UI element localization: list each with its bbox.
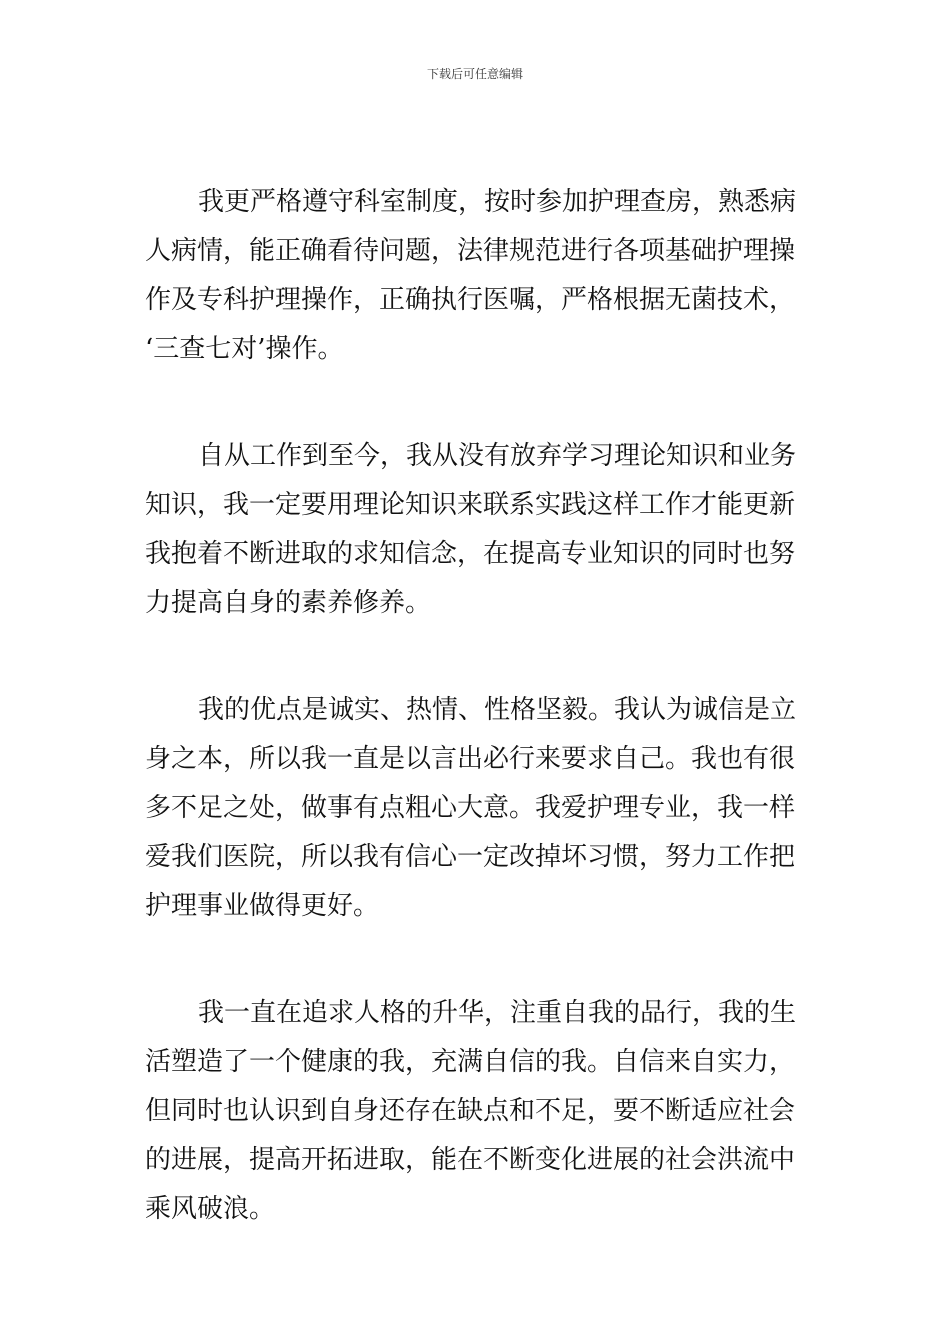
text-line: 人病情，能正确看待问题，法律规范进行各项基础护理操 [145, 236, 796, 266]
text-line: 乘风破浪。 [145, 1194, 276, 1224]
text-line: 我的优点是诚实、热情、性格坚毅。我认为诚信是立 [198, 695, 797, 725]
text-line: ‘三查七对’操作。 [145, 334, 344, 364]
text-line: 我抱着不断进取的求知信念，在提高专业知识的同时也努 [145, 539, 796, 569]
text-line: 力提高自身的素养修养。 [145, 588, 432, 618]
text-line: 作及专科护理操作，正确执行医嘱，严格根据无菌技术， [145, 285, 796, 315]
text-line: 身之本，所以我一直是以言出必行来要求自己。我也有很 [145, 744, 796, 774]
paragraph-4 [145, 989, 807, 1234]
text-line: 活塑造了一个健康的我，充满自信的我。自信来自实力， [145, 1047, 796, 1077]
text-line: 我一直在追求人格的升华，注重自我的品行，我的生 [198, 998, 797, 1028]
text-line: 的进展，提高开拓进取，能在不断变化进展的社会洪流中 [145, 1145, 796, 1175]
text-line: 自从工作到至今，我从没有放弃学习理论知识和业务 [198, 441, 797, 471]
paragraph-2 [145, 432, 807, 628]
paragraph-1 [145, 178, 807, 374]
text-line: 护理事业做得更好。 [145, 891, 380, 921]
document-body [145, 178, 807, 1292]
text-line: 知识，我一定要用理论知识来联系实践这样工作才能更新 [145, 490, 796, 520]
text-line: 但同时也认识到自身还存在缺点和不足，要不断适应社会 [145, 1096, 796, 1126]
text-line: 我更严格遵守科室制度，按时参加护理查房，熟悉病 [198, 187, 797, 217]
page-header: 下载后可任意编辑 [426, 67, 523, 81]
text-line: 多不足之处，做事有点粗心大意。我爱护理专业，我一样 [145, 793, 796, 823]
paragraph-3 [145, 686, 807, 931]
text-line: 爱我们医院，所以我有信心一定改掉坏习惯，努力工作把 [145, 842, 796, 872]
